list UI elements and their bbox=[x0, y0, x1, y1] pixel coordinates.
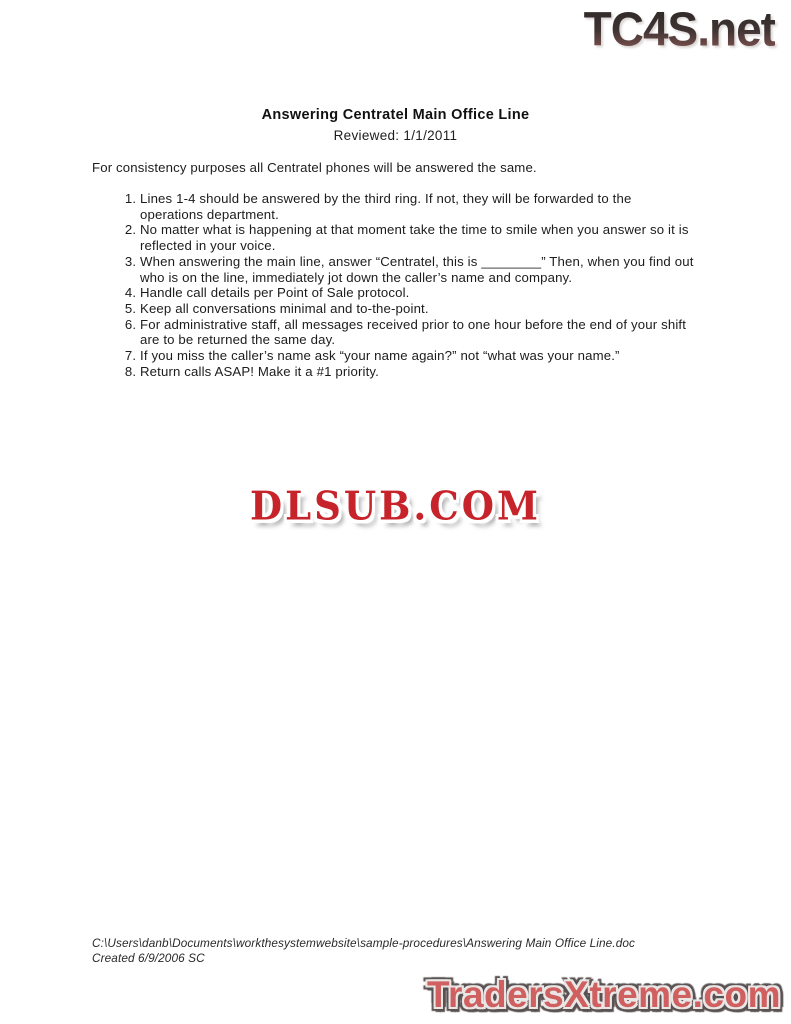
document-footer bbox=[92, 936, 635, 965]
reviewed-date: Reviewed: 1/1/2011 bbox=[333, 128, 458, 143]
procedure-step-6: 6. For administrative staff, all messages received prior to one hour before the end of your shift are to be returned the same day. bbox=[140, 317, 694, 348]
procedure-step-5: 5. Keep all conversations minimal and to-the-point. bbox=[140, 301, 694, 317]
procedure-step-3: 3. When answering the main line, answer “Centratel, this is ________” Then, when you find out who is on the line, immediately jot down the caller’s name and company. bbox=[140, 254, 694, 285]
intro-paragraph: For consistency purposes all Centratel phones will be answered the same. bbox=[92, 160, 537, 175]
procedure-steps-list bbox=[92, 191, 694, 379]
file-path: C:\Users\danb\Documents\workthesystemwebsite\sample-procedures\Answering Main Office Line.doc bbox=[92, 936, 636, 950]
page-title: Answering Centratel Main Office Line bbox=[261, 107, 530, 123]
procedure-step-7: 7. If you miss the caller’s name ask “your name again?” not “what was your name.” bbox=[140, 348, 694, 364]
dlsub-watermark-logo: DLSUB.COM bbox=[250, 482, 541, 530]
procedure-step-1: 1. Lines 1-4 should be answered by the third ring. If not, they will be forwarded to the operations department. bbox=[140, 191, 694, 222]
created-date: Created 6/9/2006 SC bbox=[92, 950, 205, 965]
procedure-step-2: 2. No matter what is happening at that moment take the time to smile when you answer so it is reflected in your voice. bbox=[140, 222, 694, 253]
tc4s-watermark-logo: TC4S.net bbox=[583, 2, 775, 57]
tradersxtreme-watermark-logo: TradersXtreme.com bbox=[426, 974, 781, 1015]
procedure-step-8: 8. Return calls ASAP! Make it a #1 priority. bbox=[140, 364, 694, 380]
procedure-step-4: 4. Handle call details per Point of Sale protocol. bbox=[140, 285, 694, 301]
